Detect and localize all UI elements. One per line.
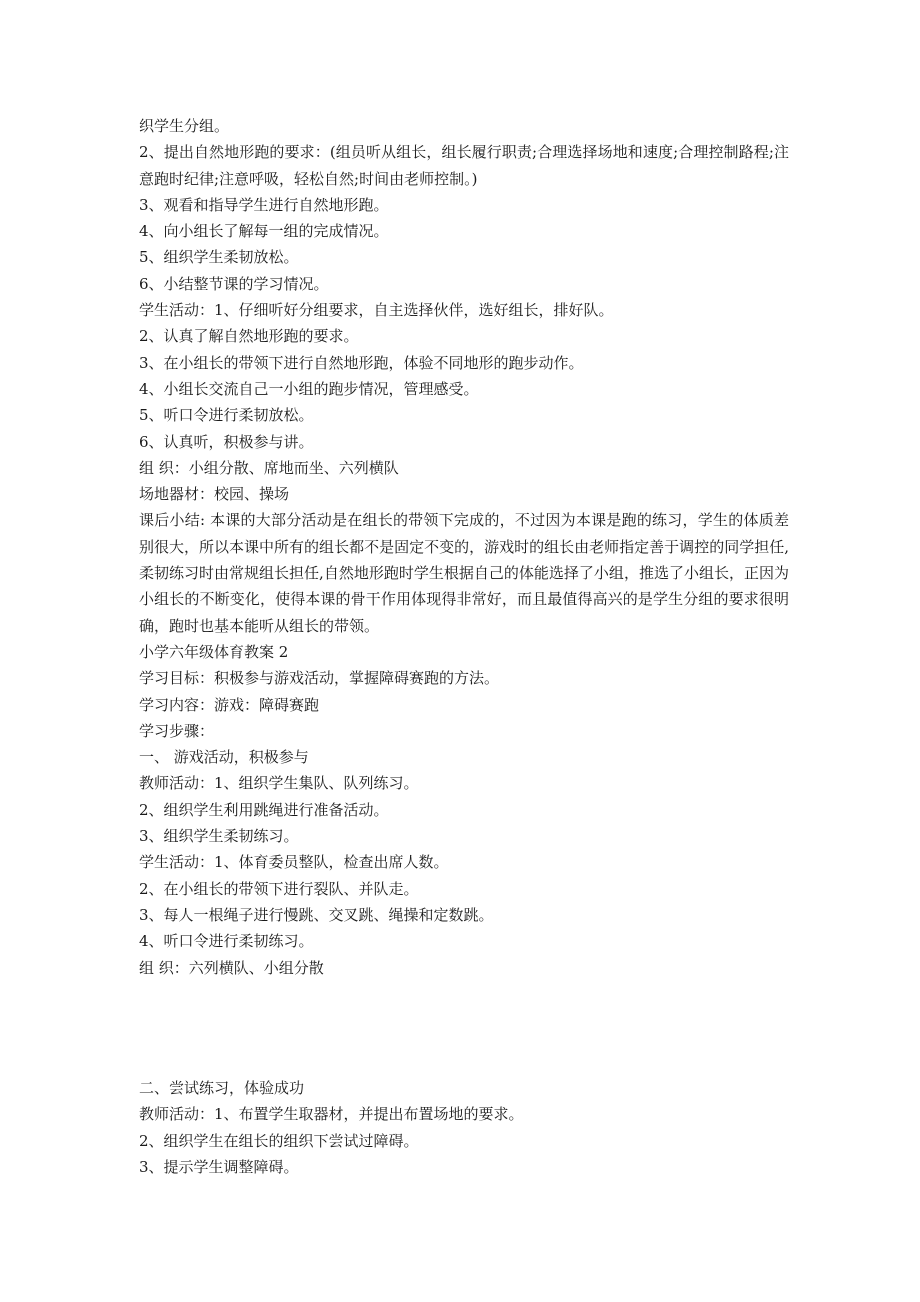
text-line: 6、小结整节课的学习情况。 xyxy=(139,274,329,293)
text-line: 场地器材：校园、操场 xyxy=(139,485,290,504)
text-line: 5、听口令进行柔韧放松。 xyxy=(139,406,314,425)
text-line: 2、在小组长的带领下进行裂队、并队走。 xyxy=(139,879,419,898)
text-line: 6、认真听，积极参与讲。 xyxy=(139,432,314,451)
text-line: 4、听口令进行柔韧练习。 xyxy=(139,932,314,951)
text-line: 学习目标：积极参与游戏活动，掌握障碍赛跑的方法。 xyxy=(139,669,500,688)
text-line: 学生活动：1、体育委员整队，检查出席人数。 xyxy=(139,853,449,872)
text-line: 2、提出自然地形跑的要求：(组员听从组长，组长履行职责;合理选择场地和速度;合理控制路程;注意跑时纪律;注意呼吸，轻松自然;时间由老师控制。) xyxy=(139,143,789,188)
text-line: 3、在小组长的带领下进行自然地形跑，体验不同地形的跑步动作。 xyxy=(139,353,584,372)
summary-paragraph: 课后小结: 本课的大部分活动是在组长的带领下完成的，不过因为本课是跑的练习，学生的体质差别很大，所以本课中所有的组长都不是固定不变的，游戏时的组长由老师指定善于调控的同学担任,柔韧练习时由常规组长担任,自然地形跑时学生根据自己的体能选择了小组，推选了小组长，正因为小组长的不断变化，使得本课的骨干作用体现得非常好，而且最值得高兴的是学生分组的要求很明确，跑时也基本能听从组长的带领。 xyxy=(139,511,789,635)
text-line: 组 织：六列横队、小组分散 xyxy=(139,958,324,977)
text-line: 3、每人一根绳子进行慢跳、交叉跳、绳操和定数跳。 xyxy=(139,905,494,924)
text-line: 教师活动：1、组织学生集队、队列练习。 xyxy=(139,774,419,793)
section-title: 小学六年级体育教案 2 xyxy=(139,642,289,661)
text-line: 2、组织学生利用跳绳进行准备活动。 xyxy=(139,800,389,819)
document-body-top xyxy=(139,113,789,981)
text-line: 组 织：小组分散、席地而坐、六列横队 xyxy=(139,458,399,477)
text-line: 4、小组长交流自己一小组的跑步情况，管理感受。 xyxy=(139,379,479,398)
text-line: 学生活动：1、仔细听好分组要求，自主选择伙伴，选好组长，排好队。 xyxy=(139,301,614,320)
document-body-bottom xyxy=(139,1075,789,1180)
text-line: 4、向小组长了解每一组的完成情况。 xyxy=(139,222,389,241)
text-line: 学习内容：游戏：障碍赛跑 xyxy=(139,695,320,714)
text-line: 3、观看和指导学生进行自然地形跑。 xyxy=(139,195,389,214)
text-line: 2、组织学生在组长的组织下尝试过障碍。 xyxy=(139,1131,419,1150)
text-line: 一、 游戏活动，积极参与 xyxy=(139,748,309,767)
text-line: 二、尝试练习，体验成功 xyxy=(139,1079,305,1097)
text-line: 教师活动：1、布置学生取器材，并提出布置场地的要求。 xyxy=(139,1105,524,1124)
text-line: 5、组织学生柔韧放松。 xyxy=(139,248,299,267)
text-line: 织学生分组。 xyxy=(139,117,230,135)
text-line: 学习步骤： xyxy=(139,721,215,740)
text-line: 3、组织学生柔韧练习。 xyxy=(139,827,299,846)
text-line: 2、认真了解自然地形跑的要求。 xyxy=(139,327,359,346)
text-line: 3、提示学生调整障碍。 xyxy=(139,1157,299,1176)
